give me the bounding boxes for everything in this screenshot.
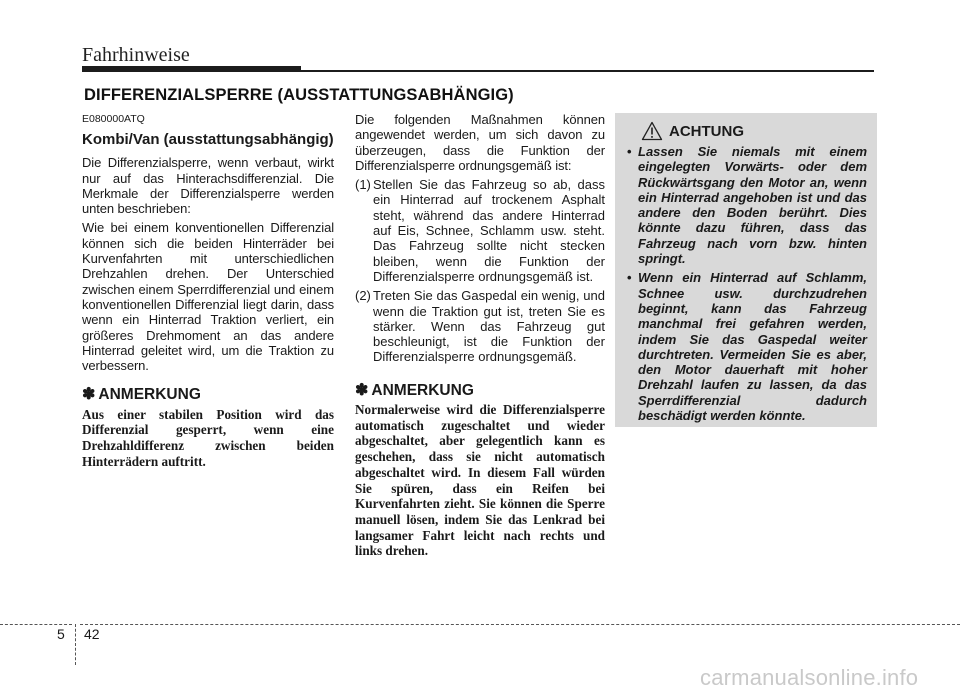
step-list: [355, 177, 605, 365]
note-title: ANMERKUNG: [98, 386, 201, 404]
subheading: Kombi/Van (ausstattungsabhängig): [82, 131, 334, 149]
warning-triangle-icon: [641, 121, 663, 141]
middle-column: [355, 112, 605, 559]
warning-heading: [641, 121, 867, 141]
chapter-number: 5: [57, 626, 65, 642]
footer-rule-right: [80, 624, 960, 625]
paragraph: Die Differenzialsperre, wenn verbaut, wirkt nur auf das Hinterachsdifferenzial. Die Merkmale der Differenzialsperre werden unten beschrieben:: [82, 155, 334, 217]
page-number: 42: [84, 626, 100, 642]
note-body: Normalerweise wird die Differenzialsperre automatisch zugeschaltet und wieder abgeschaltet, aber gelegentlich kann es geschehen, dass sie nicht automatisch abgeschaltet wird. In diesem Fall würden Sie spüren, dass ein Reifen bei Kurvenfahrten zieht. Sie können die Sperre manuell lösen, indem Sie das Lenkrad bei langsamer Fahrt leicht nach rechts und links drehen.: [355, 402, 605, 559]
warning-title: ACHTUNG: [669, 122, 744, 140]
section-title: DIFFERENZIALSPERRE (AUSSTATTUNGSABHÄNGIG): [84, 86, 514, 104]
left-column: [82, 112, 334, 470]
step-text: Stellen Sie das Fahrzeug so ab, dass ein Hinterrad auf trockenem Asphalt steht, während das andere Hinterrad auf Eis, Schnee, Schlamm usw. steht. Das Fahrzeug sollte nicht stecken bleiben, wenn die Funktion der Differenzialsperre ordnungsgemäß ist.: [373, 177, 605, 284]
note-title: ANMERKUNG: [371, 381, 474, 399]
header-bar: [82, 66, 301, 72]
warning-box: [615, 113, 877, 427]
bullet-icon: •: [627, 144, 632, 159]
note-heading: [82, 387, 334, 402]
step-item: [355, 177, 605, 284]
step-number: (1): [355, 177, 371, 193]
bullet-icon: •: [627, 270, 632, 286]
note-body: Aus einer stabilen Position wird das Differenzial gesperrt, wenn eine Drehzahldifferenz zwischen beiden Hinterrädern auftritt.: [82, 406, 334, 469]
note-star-icon: ✽: [82, 386, 96, 404]
footer-rule-left: [0, 624, 72, 625]
warning-text: Lassen Sie niemals mit einem eingelegten Vorwärts- oder dem Rückwärtsgang den Motor an, wenn ein Hinterrad angehoben ist und das andere den Boden berührt. Dies könnte dazu führen, dass das Fahrzeug nach vorn bzw. hinten springt.: [638, 144, 867, 267]
intro-paragraph: Die folgenden Maßnahmen können angewendet werden, um sich davon zu überzeugen, dass die Funktion der Differenzialsperre ordnungsgemäß ist:: [355, 112, 605, 173]
document-code: E080000ATQ: [82, 113, 145, 125]
step-number: (2): [355, 288, 371, 304]
paragraph: Wie bei einem konventionellen Differenzial können sich die beiden Hinterräder bei Kurvenfahrten mit unterschiedlichen Drehzahlen drehen. Der Unterschied zwischen einem Sperrdifferenzial und einem konventionellen Differenzial liegt darin, dass wenn ein Hinterrad Traktion verliert, ein größeres Drehmoment an das andere Hinterrad geleitet wird, um die Traktion zu verbessern.: [82, 220, 334, 374]
warning-list: [627, 144, 867, 423]
warning-item: [627, 270, 867, 423]
step-text: Treten Sie das Gaspedal ein wenig, und wenn die Traktion gut ist, treten Sie es stärker. Wenn das Fahrzeug gut beschleunigt, ist die Funktion der Differenzialsperre ordnungsgemäß.: [373, 288, 605, 365]
footer-divider: [75, 624, 76, 665]
step-item: [355, 288, 605, 364]
warning-text: Wenn ein Hinterrad auf Schlamm, Schnee usw. durchzudrehen beginnt, kann das Fahrzeug manchmal frei gefahren werden, indem Sie das Gaspedal weiter durchtreten. Vermeiden Sie es aber, den Motor dauerhaft mit hoher Drehzahl laufen zu lassen, da das Sperrdifferenzial dadurch beschädigt werden könnte.: [638, 270, 867, 424]
warning-item: [627, 144, 867, 266]
note-heading: [355, 383, 605, 398]
note-star-icon: ✽: [355, 381, 369, 399]
header-rule: [301, 70, 874, 72]
watermark-text: carmanualsonline.info: [700, 665, 919, 690]
page-header-title: Fahrhinweise: [82, 44, 190, 66]
